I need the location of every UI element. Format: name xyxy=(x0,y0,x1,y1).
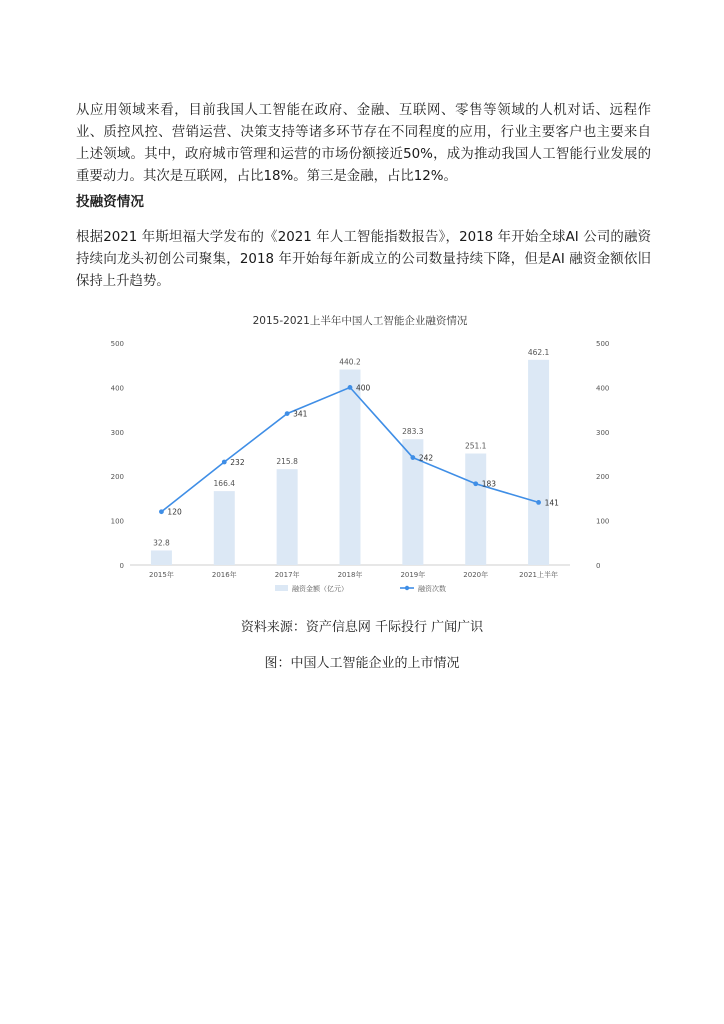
right-axis-tick-5: 500 xyxy=(596,340,610,348)
bar-3 xyxy=(340,370,361,565)
category-label-1: 2016年 xyxy=(211,571,237,579)
bar-label-5: 251.1 xyxy=(464,441,487,451)
bar-0 xyxy=(151,550,172,565)
line-label-3: 400 xyxy=(356,383,371,393)
line-point-4 xyxy=(410,455,415,460)
line-point-6 xyxy=(536,500,541,505)
bar-label-6: 462.1 xyxy=(527,347,550,357)
figure-caption: 图：中国人工智能企业的上市情况 xyxy=(264,656,460,671)
category-label-2: 2017年 xyxy=(274,571,300,579)
source-caption: 资料来源：资产信息网 千际投行 广闻广识 xyxy=(240,620,484,635)
left-axis-tick-0: 0 xyxy=(119,562,124,570)
bar-1 xyxy=(214,491,235,565)
section-heading-investment: 投融资情况 xyxy=(76,194,144,210)
left-axis-tick-5: 500 xyxy=(110,340,124,348)
line-point-0 xyxy=(159,509,164,514)
bar-label-4: 283.3 xyxy=(402,427,424,437)
category-label-5: 2020年 xyxy=(463,571,489,579)
line-label-4: 242 xyxy=(418,453,434,463)
category-label-0: 2015年 xyxy=(149,571,174,579)
paragraph-investment: 根据2021 年斯坦福大学发布的《2021 年人工智能指数报告》，2018 年开始全球AI 公司的融资持续向龙头初创公司聚集，2018 年开始每年新成立的公司数量持续下降，但是AI 融资金额依旧保持上升趋势。 xyxy=(76,230,651,289)
line-point-2 xyxy=(285,411,290,416)
bar-label-3: 440.2 xyxy=(339,357,361,367)
bar-label-0: 32.8 xyxy=(153,538,170,548)
bar-2 xyxy=(277,469,298,565)
left-axis-tick-2: 200 xyxy=(110,473,124,482)
line-label-0: 120 xyxy=(167,507,182,517)
legend-line-marker xyxy=(405,586,409,590)
line-point-3 xyxy=(348,385,353,390)
bar-label-2: 215.8 xyxy=(276,457,298,467)
line-label-5: 183 xyxy=(481,479,497,489)
bar-label-1: 166.4 xyxy=(213,479,236,489)
line-label-2: 341 xyxy=(293,409,308,419)
left-axis-tick-4: 400 xyxy=(110,384,124,393)
left-axis-tick-3: 300 xyxy=(110,428,124,437)
category-label-6: 2021上半年 xyxy=(519,571,558,579)
right-axis-tick-4: 400 xyxy=(596,384,610,393)
right-axis-tick-3: 300 xyxy=(596,428,610,437)
legend-line-label: 融资次数 xyxy=(418,585,446,593)
line-point-1 xyxy=(222,460,227,465)
bar-6 xyxy=(528,360,549,565)
right-axis-tick-1: 100 xyxy=(596,517,610,526)
financing-chart xyxy=(100,305,625,605)
right-axis-tick-0: 0 xyxy=(596,562,601,570)
paragraph-application-fields: 从应用领域来看，目前我国人工智能在政府、金融、互联网、零售等领域的人机对话、远程作业、质控风控、营销运营、决策支持等诸多环节存在不同程度的应用，行业主要客户也主要来自上述领域。其中，政府城市管理和运营的市场份额接近50%，成为推动我国人工智能行业发展的重要动力。其次是互联网，占比18%。第三是金融，占比12%。 xyxy=(76,103,651,184)
right-axis-tick-2: 200 xyxy=(596,473,610,482)
chart-title: 2015-2021上半年中国人工智能企业融资情况 xyxy=(252,315,468,327)
line-label-1: 232 xyxy=(230,457,245,467)
line-label-6: 141 xyxy=(544,498,559,508)
legend-bar-label: 融资金额（亿元） xyxy=(292,585,348,593)
legend-bar-swatch xyxy=(275,585,288,591)
left-axis-tick-1: 100 xyxy=(110,517,124,526)
line-point-5 xyxy=(473,481,478,486)
bar-5 xyxy=(465,454,486,565)
category-label-4: 2019年 xyxy=(400,571,426,579)
category-label-3: 2018年 xyxy=(337,571,363,579)
financing-chart-svg xyxy=(100,305,625,605)
